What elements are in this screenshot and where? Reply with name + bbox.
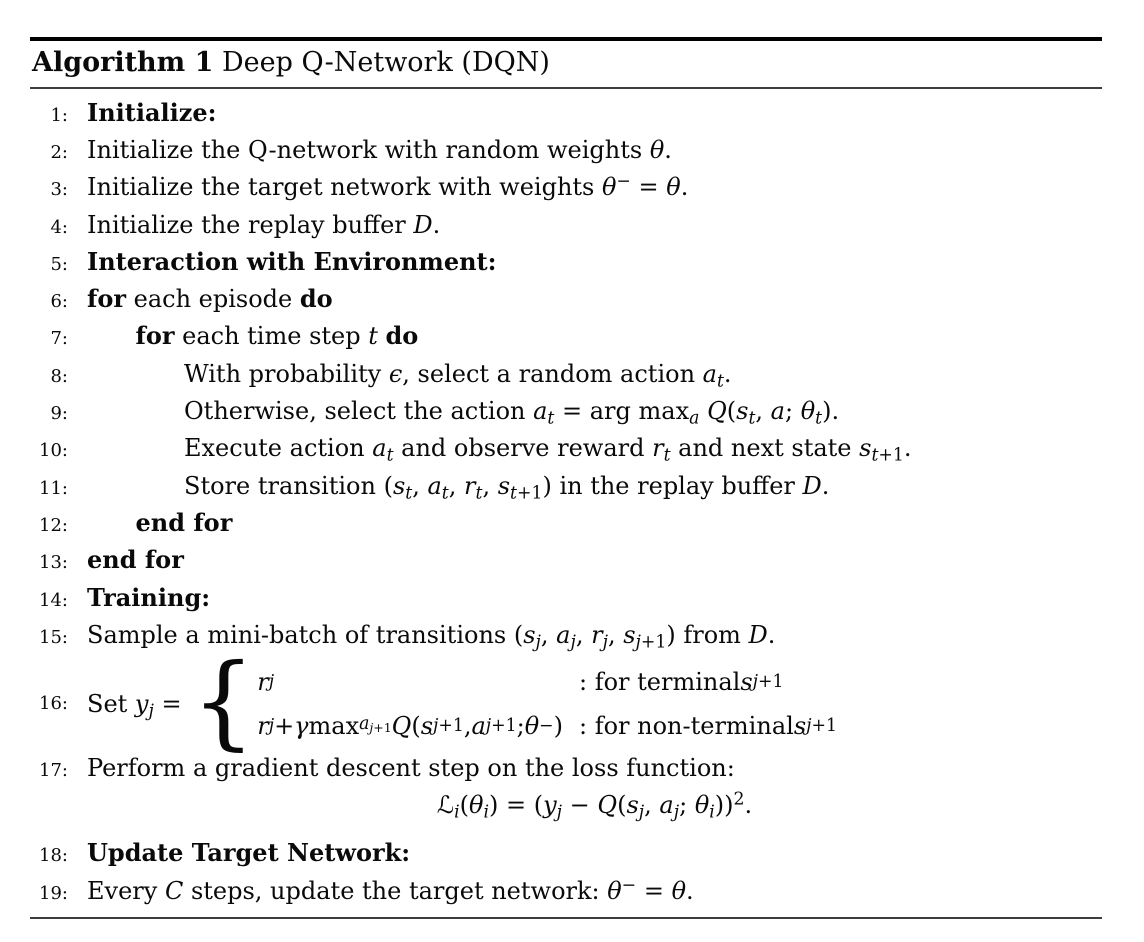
line-content: [87, 544, 184, 576]
line-content: [184, 432, 912, 464]
line-text: Initialize the target network with weights θ− = θ.: [87, 171, 689, 202]
line-content: [87, 97, 217, 129]
algorithm-caption: [30, 41, 1102, 87]
line-number: 3:: [50, 179, 68, 201]
line-number: 2:: [50, 141, 68, 163]
line-number: 13:: [39, 552, 68, 574]
line-content: [136, 507, 233, 539]
line-text: With probability ϵ, select a random action $a_t$.: [184, 359, 732, 392]
line-content: [87, 283, 333, 315]
algorithm-line: [30, 283, 1102, 320]
algorithm-line: [30, 320, 1102, 357]
case-expression: r j + γ max $a_{j+1}$ Q ( s j+1 , a j+1 ; θ − ): [257, 711, 563, 740]
line-number: 12:: [39, 514, 68, 536]
line-text: Perform a gradient descent step on the loss function:: [87, 754, 735, 783]
line-text: end for: [135, 507, 233, 537]
line-number: 15:: [39, 626, 68, 648]
line-content: [184, 470, 829, 502]
line-text: Every C steps, update the target network: θ− = θ.: [87, 875, 694, 905]
line-text: Initialize:: [87, 97, 217, 127]
line-content: [87, 209, 440, 241]
bottom-rule: [30, 917, 1102, 919]
line-number: 4:: [50, 216, 68, 238]
line-text: Sample a mini-batch of transitions ($s_j$, $a_j$, $r_j$, $s_{j+1}$) from D.: [87, 620, 776, 653]
algorithm-line: [30, 470, 1102, 507]
line-content: [87, 752, 735, 784]
line-text: Initialize the Q-network with random weights θ.: [87, 135, 672, 164]
algorithm-line: [30, 875, 1102, 912]
line-number: 10:: [39, 440, 68, 462]
line-content: [87, 171, 688, 203]
cases-prefix: Set $y_j$ =: [87, 689, 182, 722]
algorithm-line: [30, 641, 1102, 761]
line-number: 18:: [39, 845, 68, 867]
line-content: [87, 641, 837, 761]
line-text: for each episode do: [87, 284, 333, 314]
line-number: 14:: [39, 589, 68, 611]
algorithm-line: [30, 837, 1102, 874]
line-number: 7:: [50, 328, 68, 350]
algorithm-label: Algorithm 1: [32, 47, 214, 78]
line-number: 5:: [50, 253, 68, 275]
algorithm-line: [30, 544, 1102, 581]
algorithm-line: [30, 395, 1102, 432]
case-condition: : for non-terminal s j+1: [578, 711, 837, 740]
loss-equation: $ℒ_i(\theta_i) = (y_j - Q(s_j$, $a_j$; $\theta_i))^2$.: [436, 789, 753, 823]
line-text: Training:: [87, 582, 211, 612]
line-text: Otherwise, select the action $a_t$ = arg $\max_a Q(s_t$, a; $\theta_t$).: [184, 397, 840, 429]
line-content: [184, 358, 732, 390]
algorithm-line: [30, 97, 1102, 134]
algorithm-block: [30, 37, 1102, 919]
line-number: 1:: [50, 104, 68, 126]
left-brace: {: [191, 641, 256, 761]
case-expression: r j: [257, 667, 275, 696]
line-number: 16:: [39, 692, 68, 714]
line-text: Execute action $a_t$ and observe reward $r_t$ and next state $s_{t+1}$.: [184, 434, 912, 466]
algorithm-lines: [30, 89, 1102, 912]
line-content: [87, 875, 694, 907]
algorithm-line: [30, 358, 1102, 395]
algorithm-line: [30, 171, 1102, 208]
line-number: 6:: [50, 291, 68, 313]
case-condition: : for terminal s j+1: [578, 667, 784, 696]
cases-grid: [257, 660, 837, 748]
line-number: 19:: [39, 882, 68, 904]
algorithm-line: [30, 582, 1102, 619]
line-text: Store transition ($s_t$, $a_t$, $r_t$, $s_{t+1}$) in the replay buffer D.: [184, 471, 830, 503]
line-content: [184, 395, 839, 427]
algorithm-title: Deep Q-Network (DQN): [213, 47, 550, 78]
line-text: Update Target Network:: [87, 838, 411, 868]
line-text: end for: [87, 545, 184, 575]
line-content: [136, 320, 419, 352]
algorithm-line: [30, 134, 1102, 171]
line-number: 11:: [39, 477, 68, 499]
line-content: [87, 619, 775, 651]
algorithm-line: [30, 246, 1102, 283]
line-text: Initialize the replay buffer D.: [87, 210, 441, 239]
line-text: Interaction with Environment:: [87, 246, 497, 276]
line-content: [87, 837, 410, 869]
line-number: 17:: [39, 760, 68, 782]
algorithm-line: [30, 432, 1102, 469]
line-content: [87, 134, 672, 166]
line-number: 8:: [50, 365, 68, 387]
line-text: for each time step t do: [135, 321, 419, 351]
algorithm-line: [30, 209, 1102, 246]
line-number: 9:: [50, 403, 68, 425]
algorithm-line: [30, 507, 1102, 544]
line-content: [87, 246, 497, 278]
line-content: [87, 582, 210, 614]
